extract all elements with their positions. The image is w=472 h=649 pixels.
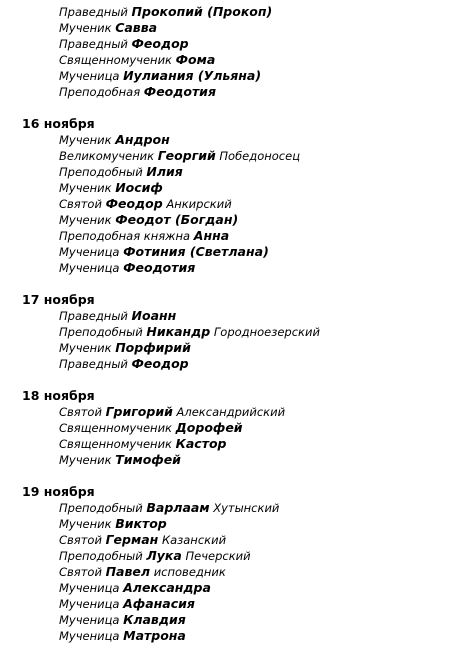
saint-name: Фотиния (Светлана) <box>123 244 269 259</box>
saint-epithet: Казанский <box>161 533 227 547</box>
saint-entry <box>59 228 472 244</box>
saint-entry <box>59 244 472 260</box>
saint-title: Священномученик <box>59 437 172 451</box>
saint-entry <box>59 420 472 436</box>
saint-title: Преподобный <box>59 501 143 515</box>
saint-title: Мученица <box>59 597 120 611</box>
day-section <box>0 388 472 468</box>
saint-title: Преподобный <box>59 325 143 339</box>
saint-name: Георгий <box>157 148 216 163</box>
saint-entry <box>59 404 472 420</box>
saint-title: Мученица <box>59 245 120 259</box>
intro-entries <box>0 4 472 100</box>
saint-title: Мученица <box>59 581 120 595</box>
saint-entry <box>59 180 472 196</box>
saint-title: Праведный <box>59 309 128 323</box>
saint-name: Варлаам <box>146 500 210 515</box>
day-section <box>0 292 472 372</box>
day-section <box>0 484 472 644</box>
day-heading: 16 ноября <box>22 116 95 131</box>
saint-entry <box>59 564 472 580</box>
saint-name: Дорофей <box>175 420 243 435</box>
saint-title: Мученик <box>59 341 112 355</box>
saint-name: Анна <box>193 228 230 243</box>
saint-entry <box>59 516 472 532</box>
day-heading: 17 ноября <box>22 292 95 307</box>
saint-entry <box>59 4 472 20</box>
saint-name: Александра <box>123 580 211 595</box>
saint-name: Кастор <box>175 436 227 451</box>
saint-name: Павел <box>105 564 151 579</box>
saint-name: Порфирий <box>115 340 191 355</box>
saint-title: Великомученик <box>59 149 155 163</box>
saint-entry <box>59 596 472 612</box>
saint-name: Илия <box>146 164 183 179</box>
saint-entry <box>59 132 472 148</box>
saint-entry <box>59 68 472 84</box>
saint-title: Мученица <box>59 261 120 275</box>
saint-entry <box>59 52 472 68</box>
saint-title: Преподобная <box>59 85 141 99</box>
saint-name: Афанасия <box>123 596 195 611</box>
saint-title: Святой <box>59 197 102 211</box>
saint-name: Фома <box>175 52 216 67</box>
saint-entry <box>59 548 472 564</box>
saint-title: Мученица <box>59 69 120 83</box>
day-heading: 19 ноября <box>22 484 95 499</box>
saint-name: Григорий <box>105 404 173 419</box>
saint-title: Мученик <box>59 517 112 531</box>
saint-entry <box>59 500 472 516</box>
saint-entry <box>59 612 472 628</box>
saint-title: Преподобная княжна <box>59 229 191 243</box>
saint-epithet: Хутынский <box>213 501 280 515</box>
days-list <box>0 116 472 644</box>
saint-entry <box>59 260 472 276</box>
saint-entry <box>59 20 472 36</box>
saint-title: Праведный <box>59 37 128 51</box>
day-section <box>0 116 472 276</box>
saint-title: Праведный <box>59 5 128 19</box>
saint-name: Прокопий (Прокоп) <box>131 4 273 19</box>
saint-title: Мученица <box>59 629 120 643</box>
saint-entry <box>59 84 472 100</box>
saint-title: Священномученик <box>59 421 172 435</box>
saint-title: Мученик <box>59 133 112 147</box>
saint-entry <box>59 580 472 596</box>
saint-name: Феодор <box>131 356 189 371</box>
saint-entry <box>59 324 472 340</box>
saint-name: Лука <box>146 548 182 563</box>
saint-entry <box>59 356 472 372</box>
saint-name: Феодор <box>105 196 163 211</box>
saint-name: Тимофей <box>115 452 181 467</box>
saint-title: Преподобный <box>59 549 143 563</box>
saint-entry <box>59 196 472 212</box>
saint-epithet: Печерский <box>185 549 251 563</box>
saint-title: Священномученик <box>59 53 172 67</box>
saint-title: Преподобный <box>59 165 143 179</box>
saint-epithet: Победоносец <box>219 149 301 163</box>
saint-entry <box>59 308 472 324</box>
saint-entry <box>59 436 472 452</box>
saint-name: Клавдия <box>123 612 186 627</box>
saint-entry <box>59 148 472 164</box>
saint-title: Святой <box>59 565 102 579</box>
saint-title: Праведный <box>59 357 128 371</box>
saint-name: Герман <box>105 532 159 547</box>
saint-title: Мученик <box>59 453 112 467</box>
saint-title: Мученица <box>59 613 120 627</box>
saint-epithet: Городноезерский <box>213 325 320 339</box>
saint-epithet: Александрийский <box>176 405 286 419</box>
saint-name: Феодот (Богдан) <box>115 212 239 227</box>
saint-name: Савва <box>115 20 158 35</box>
saint-name: Андрон <box>115 132 170 147</box>
saint-name: Никандр <box>146 324 211 339</box>
saint-title: Мученик <box>59 213 112 227</box>
saint-entry <box>59 452 472 468</box>
day-heading: 18 ноября <box>22 388 95 403</box>
saint-name: Феодотия <box>143 84 216 99</box>
saint-entry <box>59 164 472 180</box>
saint-name: Иоанн <box>131 308 177 323</box>
saint-entry <box>59 628 472 644</box>
saint-epithet: исповедник <box>153 565 226 579</box>
saint-entry <box>59 36 472 52</box>
saint-name: Феодотия <box>123 260 196 275</box>
saint-name: Феодор <box>131 36 189 51</box>
saint-entry <box>59 340 472 356</box>
saint-name: Виктор <box>115 516 167 531</box>
saint-name: Матрона <box>123 628 186 643</box>
saint-title: Мученик <box>59 181 112 195</box>
saint-title: Святой <box>59 533 102 547</box>
saint-epithet: Анкирский <box>166 197 232 211</box>
saint-title: Мученик <box>59 21 112 35</box>
saint-title: Святой <box>59 405 102 419</box>
saint-entry <box>59 532 472 548</box>
saint-name: Иосиф <box>115 180 163 195</box>
saint-name: Иулиания (Ульяна) <box>123 68 262 83</box>
saint-entry <box>59 212 472 228</box>
